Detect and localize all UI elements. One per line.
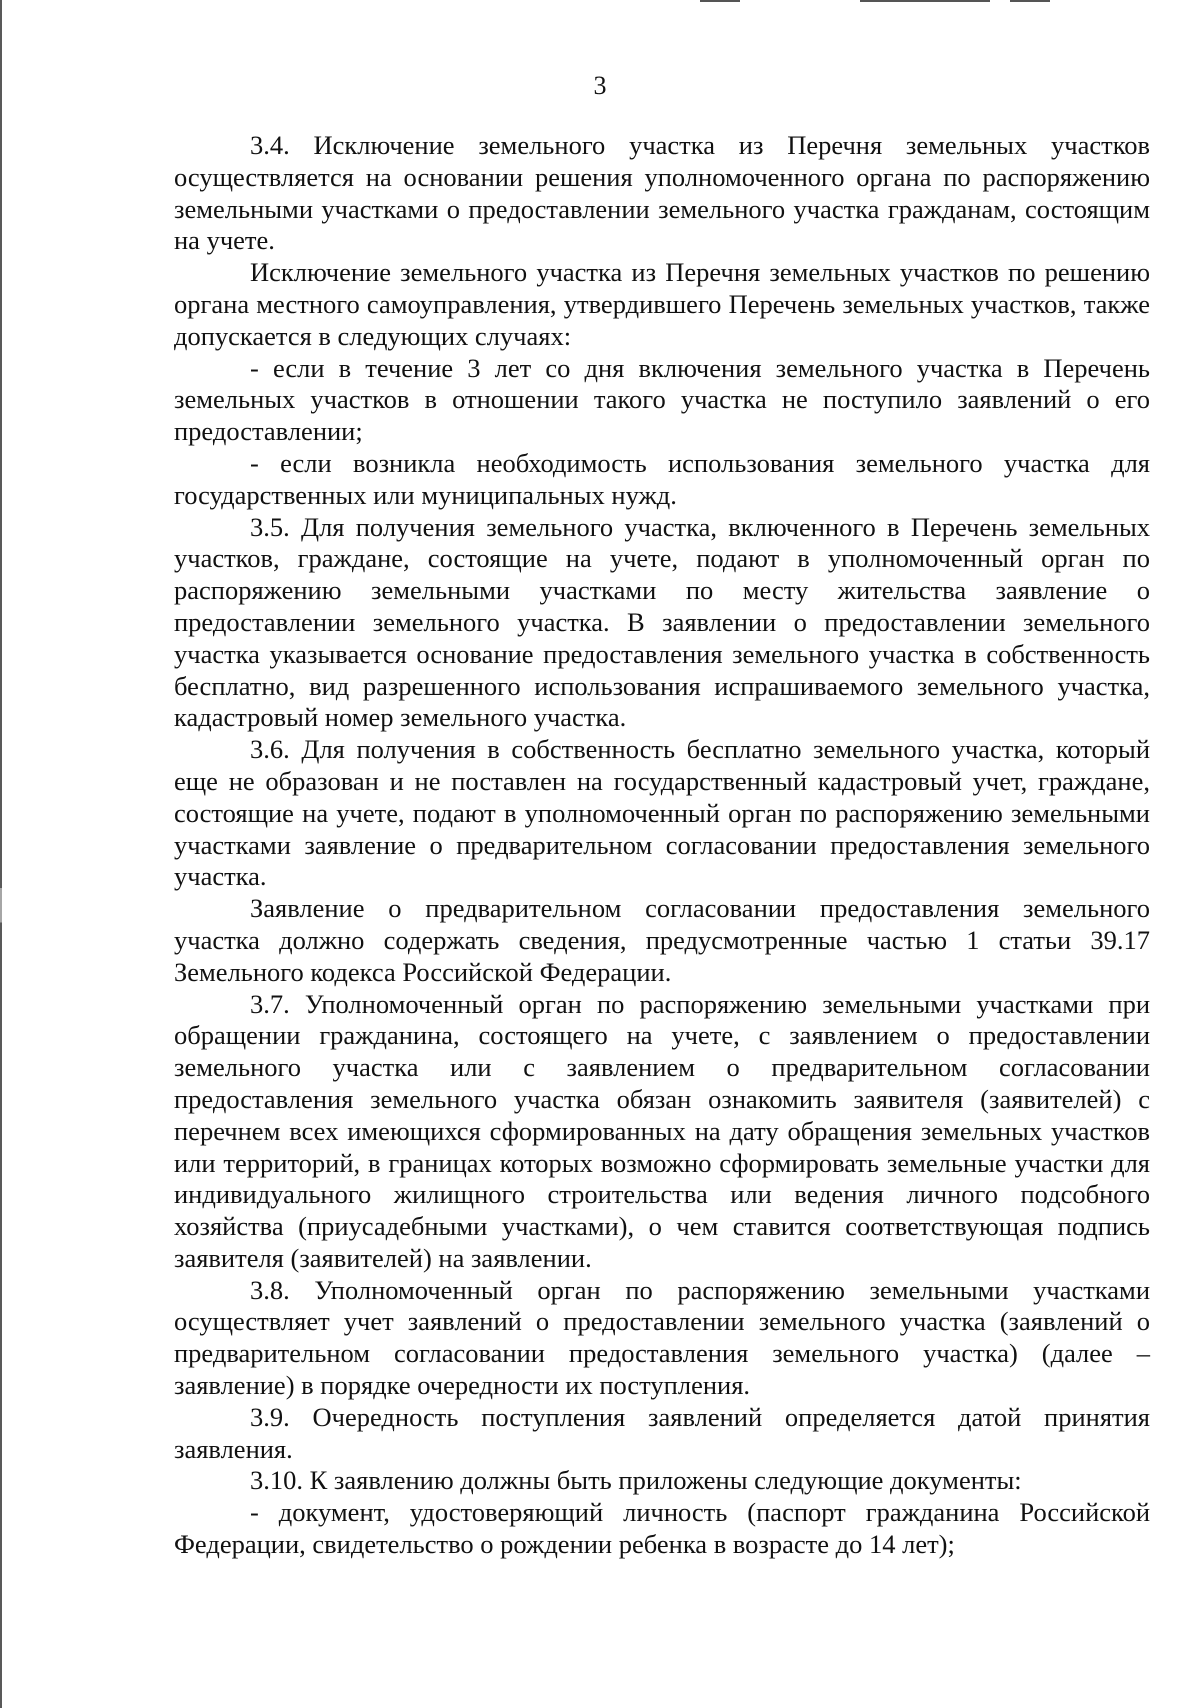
list-item-public-needs: - если возникла необходимость использования земельного участка для государственных или муниципальных нужд. xyxy=(174,447,1150,510)
paragraph-3-7: 3.7. Уполномоченный орган по распоряжению земельными участками при обращении гражданина, состоящего на учете, с заявлением о предоставлении земельного участка или с заявлением о предварительном согласовании предоставления земельного участка обязан ознакомить заявителя (заявителей) с перечнем всех имеющихся сформированных на дату обращения земельных участков или территорий, в границах которых возможно сформировать земельные участки для индивидуального жилищного строительства или ведения личного подсобного хозяйства (приусадебными участками), о чем ставится соответствующая подпись заявителя (заявителей) на заявлении. xyxy=(174,988,1150,1273)
paragraph-3-5: 3.5. Для получения земельного участка, включенного в Перечень земельных участков, граждане, состоящие на учете, подают в уполномоченный орган по распоряжению земельными участками по месту жительства заявление о предоставлении земельного участка. В заявлении о предоставлении земельного участка указывается основание предоставления земельного участка в собственность бесплатно, вид разрешенного использования испрашиваемого земельного участка, кадастровый номер земельного участка. xyxy=(174,511,1150,733)
document-body xyxy=(174,130,1150,1561)
page-number: 3 xyxy=(593,71,607,100)
paragraph-3-4: 3.4. Исключение земельного участка из Перечня земельных участков осуществляется на основании решения уполномоченного органа по распоряжению земельными участками о предоставлении земельного участка гражданам, состоящим на учете. xyxy=(174,130,1150,256)
paragraph-3-10: 3.10. К заявлению должны быть приложены следующие документы: xyxy=(250,1465,1022,1496)
scan-artifact xyxy=(1010,0,1050,2)
list-item-identity-document: - документ, удостоверяющий личность (паспорт гражданина Российской Федерации, свидетельство о рождении ребенка в возрасте до 14 лет); xyxy=(174,1497,1150,1560)
paragraph-3-9: 3.9. Очередность поступления заявлений определяется датой принятия заявления. xyxy=(174,1401,1150,1464)
list-item-no-applications: - если в течение 3 лет со дня включения земельного участка в Перечень земельных участков в отношении такого участка не поступило заявлений о его предоставлении; xyxy=(174,352,1150,447)
paragraph-exclusion-cases: Исключение земельного участка из Перечня земельных участков по решению органа местного самоуправления, утвердившего Перечень земельных участков, также допускается в следующих случаях: xyxy=(174,257,1150,351)
scan-artifact xyxy=(860,0,990,2)
paragraph-application-content: Заявление о предварительном согласовании предоставления земельного участка должно содержать сведения, предусмотренные частью 1 статьи 39.17 Земельного кодекса Российской Федерации. xyxy=(174,893,1150,987)
paragraph-3-8: 3.8. Уполномоченный орган по распоряжению земельными участками осуществляет учет заявлений о предоставлении земельного участка (заявлений о предварительном согласовании предоставления земельного участка) (далее – заявление) в порядке очередности их поступления. xyxy=(174,1274,1150,1401)
scan-left-edge xyxy=(0,0,2,1708)
scan-artifact xyxy=(700,0,740,2)
paragraph-3-6: 3.6. Для получения в собственность бесплатно земельного участка, который еще не образован и не поставлен на государственный кадастровый учет, граждане, состоящие на учете, подают в уполномоченный орган по распоряжению земельными участками заявление о предварительном согласовании предоставления земельного участка. xyxy=(174,734,1150,892)
